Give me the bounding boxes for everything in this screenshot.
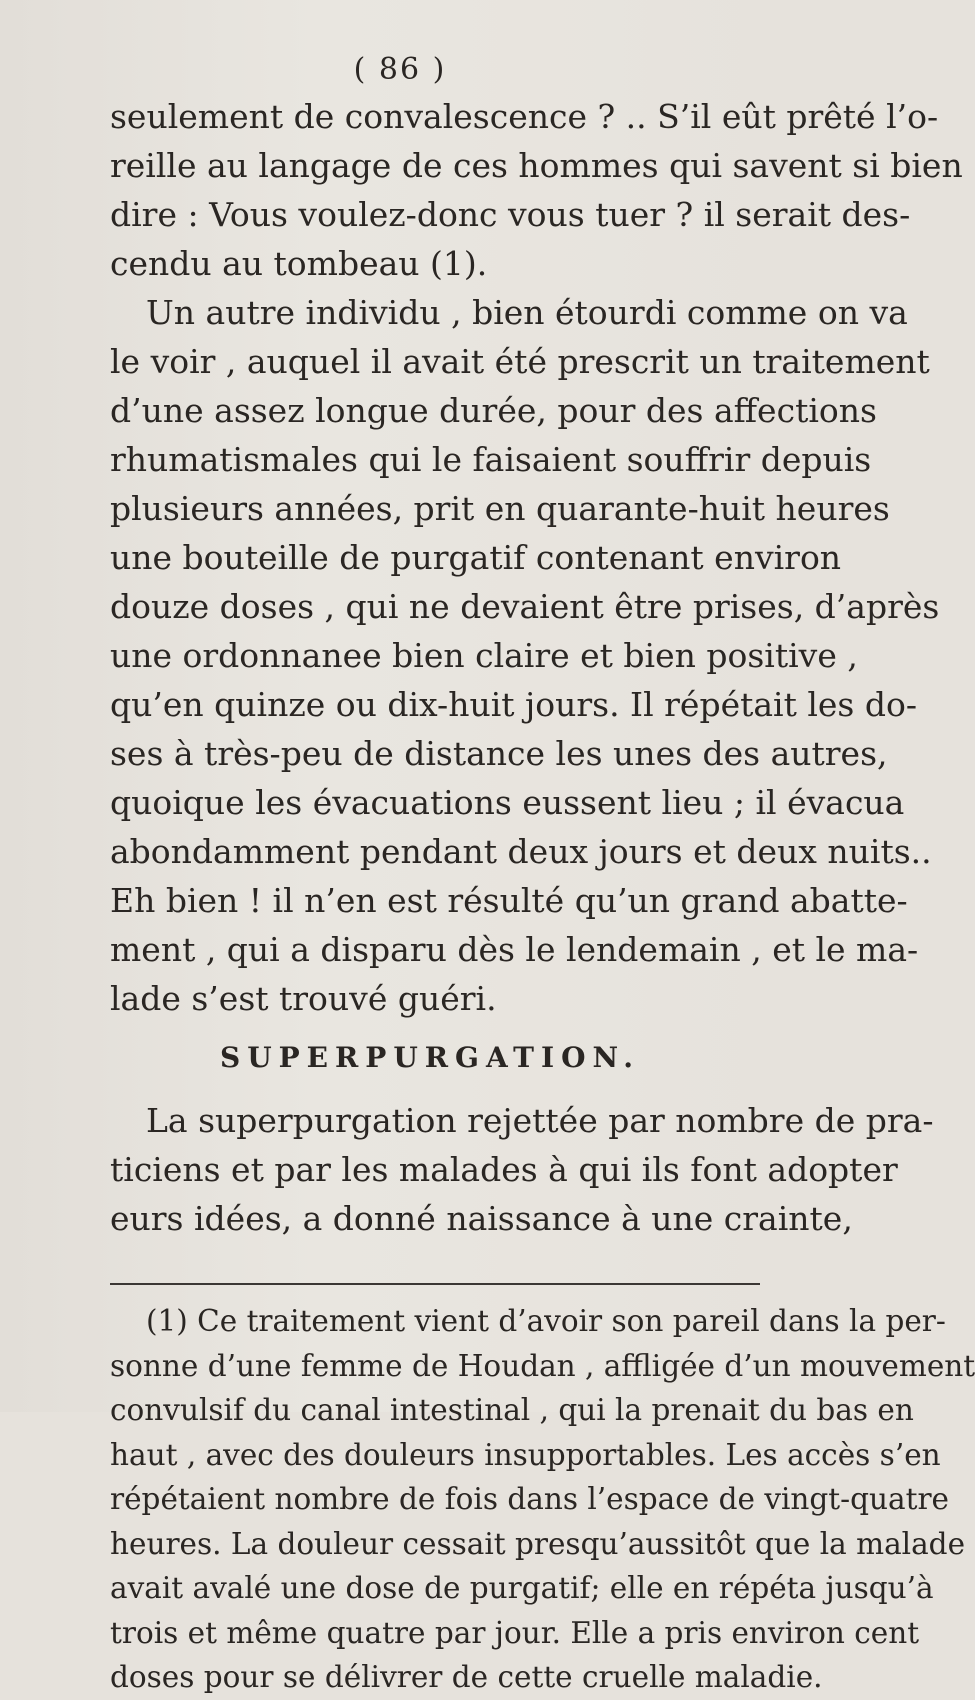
paragraph-group-1 xyxy=(110,92,963,1023)
text-line: La superpurgation rejettée par nombre de pra- xyxy=(146,1101,934,1140)
text-line: une ordonnanee bien claire et bien positive , xyxy=(110,636,858,675)
text-line: eurs idées, a donné naissance à une crainte, xyxy=(110,1199,853,1238)
footnote-line: convulsif du canal intestinal , qui la prenait du bas en xyxy=(110,1393,914,1427)
text-line: ses à très-peu de distance les unes des autres, xyxy=(110,734,888,773)
footnote-line: trois et même quatre par jour. Elle a pris environ cent xyxy=(110,1615,920,1650)
footnote-line: (1) Ce traitement vient d’avoir son pareil dans la per- xyxy=(146,1304,946,1338)
text-line: douze doses , qui ne devaient être prises, d’après xyxy=(110,587,940,626)
page-body xyxy=(110,92,975,1700)
text-line: rhumatismales qui le faisaient souffrir depuis xyxy=(110,440,872,479)
text-line: lade s’est trouvé guéri. xyxy=(110,979,497,1018)
text-line: plusieurs années, prit en quarante-huit heures xyxy=(110,489,890,528)
text-line: reille au langage de ces hommes qui savent si bien xyxy=(110,146,963,185)
text-line: Eh bien ! il n’en est résulté qu’un grand abatte- xyxy=(110,881,908,920)
text-line: une bouteille de purgatif contenant environ xyxy=(110,538,842,577)
text-line: seulement de convalescence ? .. S’il eût prêté l’o- xyxy=(110,97,939,136)
text-line: abondamment pendant deux jours et deux nuits.. xyxy=(110,832,932,871)
footnote-line: sonne d’une femme de Houdan , affligée d’un mouvement xyxy=(110,1348,975,1383)
text-line: ment , qui a disparu dès le lendemain , et le ma- xyxy=(110,930,919,969)
text-line: ticiens et par les malades à qui ils font adopter xyxy=(110,1150,898,1189)
text-line: d’une assez longue durée, pour des affections xyxy=(110,391,877,430)
footnote-line: répétaient nombre de fois dans l’espace de vingt-quatre xyxy=(110,1482,950,1516)
text-line: dire : Vous voulez-donc vous tuer ? il serait des- xyxy=(110,195,911,234)
footnote-divider xyxy=(110,1283,760,1285)
footnote xyxy=(110,1299,975,1700)
text-line: qu’en quinze ou dix-huit jours. Il répétait les do- xyxy=(110,685,917,724)
page-number: ( 86 ) xyxy=(353,52,447,87)
section-heading: SUPERPURGATION. xyxy=(219,1041,641,1074)
text-line: cendu au tombeau (1). xyxy=(110,244,488,283)
footnote-line: haut , avec des douleurs insupportables. Les accès s’en xyxy=(110,1437,941,1472)
text-line: Un autre individu , bien étourdi comme on va xyxy=(146,293,908,332)
paragraph-group-2 xyxy=(110,1096,934,1243)
footnote-line: avait avalé une dose de purgatif; elle en répéta jusqu’à xyxy=(110,1571,934,1605)
text-line: quoique les évacuations eussent lieu ; il évacua xyxy=(110,783,905,822)
footnote-line: doses pour se délivrer de cette cruelle maladie. xyxy=(110,1660,823,1694)
text-line: le voir , auquel il avait été prescrit un traitement xyxy=(110,342,930,381)
footnote-line: heures. La douleur cessait presqu’aussitôt que la malade xyxy=(110,1526,966,1561)
